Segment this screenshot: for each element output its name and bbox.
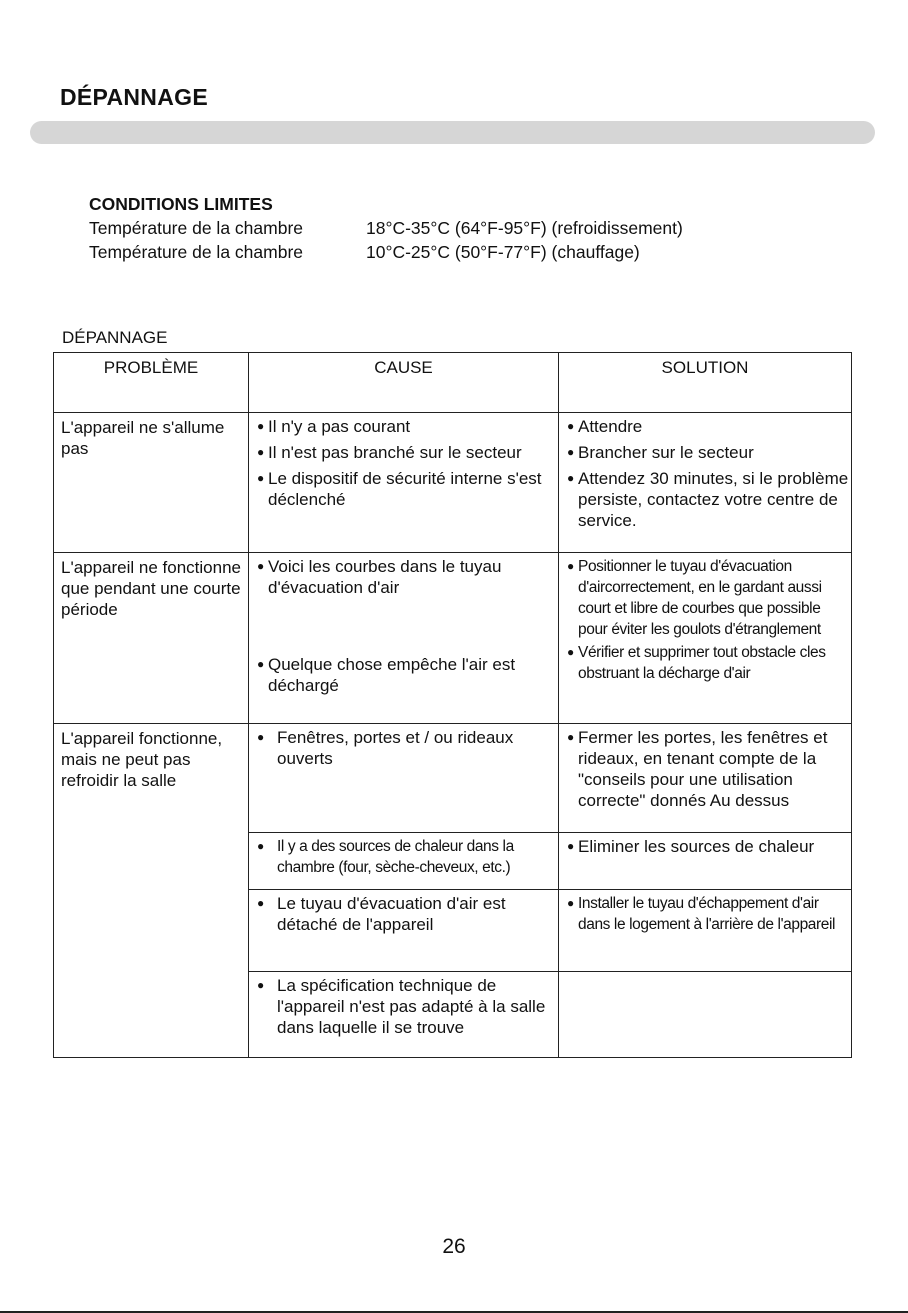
bullet-icon: ● (567, 471, 575, 485)
cause-item: ● Le tuyau d'évacuation d'air est détaché de l'appareil (257, 894, 506, 934)
cause-item: ● La spécification technique de l'appareil n'est pas adapté à la salle dans laquelle il se trouve (257, 976, 546, 1037)
solution-item: ● Installer le tuyau d'échappement d'air dans le logement à l'arrière de l'appareil (567, 895, 836, 933)
bullet-icon: ● (257, 839, 264, 853)
solution-cell (559, 724, 852, 833)
limits-row (89, 240, 683, 264)
limits-label: Température de la chambre (89, 242, 303, 262)
solution-item: ● Attendez 30 minutes, si le problème persiste, contactez votre centre de service. (567, 469, 849, 530)
cause-item: ● Le dispositif de sécurité interne s'est déclenché (257, 469, 542, 509)
title-divider-bar (30, 121, 875, 144)
cause-item: ● Voici les courbes dans le tuyau d'évacuation d'air (257, 557, 502, 597)
limits-label: Température de la chambre (89, 218, 303, 238)
limits-heading: CONDITIONS LIMITES (89, 194, 273, 214)
solution-item: ● Fermer les portes, les fenêtres et rideaux, en tenant compte de la "conseils pour une utilisation correcte" donnés Au dessus (567, 728, 828, 810)
solution-item: ● Positionner le tuyau d'évacuation d'aircorrectement, en le gardant aussi court et libre de courbes que possible pour éviter les goulots d'étranglement (567, 558, 822, 638)
solution-cell-empty (559, 972, 852, 1058)
bullet-icon: ● (257, 559, 265, 573)
page-number: 26 (442, 1235, 466, 1258)
solution-item: ● Eliminer les sources de chaleur (567, 837, 815, 856)
bullet-icon: ● (567, 419, 575, 433)
bullet-icon: ● (567, 445, 575, 459)
limits-value: 18°C-35°C (64°F-95°F) (refroidissement) (366, 218, 683, 238)
cause-item: ● Il y a des sources de chaleur dans la chambre (four, sèche-cheveux, etc.) (257, 838, 514, 876)
table-row (54, 413, 852, 553)
column-header-problem: PROBLÈME (54, 353, 249, 413)
cause-item: ● Il n'y a pas courant (257, 417, 411, 436)
solution-cell (559, 833, 852, 890)
bullet-icon: ● (257, 471, 265, 485)
cause-cell (249, 833, 559, 890)
solution-item: ● Vérifier et supprimer tout obstacle cles obstruant la décharge d'air (567, 644, 826, 682)
solution-cell (559, 890, 852, 972)
column-header-cause: CAUSE (249, 353, 559, 413)
bullet-icon: ● (567, 730, 575, 744)
limits-row (89, 216, 683, 240)
bullet-icon: ● (257, 419, 265, 433)
troubleshooting-table (53, 352, 852, 1058)
cause-cell (249, 890, 559, 972)
page-title: DÉPANNAGE (60, 84, 208, 110)
problem-cell: L'appareil ne s'allume pas (54, 413, 249, 553)
problem-cell: L'appareil fonctionne, mais ne peut pas refroidir la salle (54, 724, 249, 1058)
cause-cell (249, 413, 559, 553)
cause-item: ● Quelque chose empêche l'air est déchargé (257, 655, 516, 695)
table-caption: DÉPANNAGE (62, 328, 168, 347)
cause-cell (249, 553, 559, 724)
limits-value: 10°C-25°C (50°F-77°F) (chauffage) (366, 242, 640, 262)
limit-conditions (89, 192, 683, 264)
cause-item: ● Fenêtres, portes et / ou rideaux ouverts (257, 728, 514, 768)
solution-cell (559, 553, 852, 724)
bullet-icon: ● (257, 896, 265, 910)
table-header-row (54, 353, 852, 413)
table-row (54, 724, 852, 833)
bullet-icon: ● (567, 645, 574, 659)
bullet-icon: ● (257, 657, 265, 671)
problem-cell: L'appareil ne fonctionne que pendant une courte période (54, 553, 249, 724)
bullet-icon: ● (567, 839, 575, 853)
column-header-solution: SOLUTION (559, 353, 852, 413)
bullet-icon: ● (257, 730, 265, 744)
solution-item: ● Brancher sur le secteur (567, 443, 754, 462)
cause-cell (249, 724, 559, 833)
bullet-icon: ● (567, 559, 574, 573)
cause-cell (249, 972, 559, 1058)
bullet-icon: ● (257, 445, 265, 459)
solution-item: ● Attendre (567, 417, 643, 436)
bullet-icon: ● (567, 896, 574, 910)
solution-cell (559, 413, 852, 553)
table-row (54, 553, 852, 724)
bullet-icon: ● (257, 978, 265, 992)
cause-item: ● Il n'est pas branché sur le secteur (257, 443, 522, 462)
